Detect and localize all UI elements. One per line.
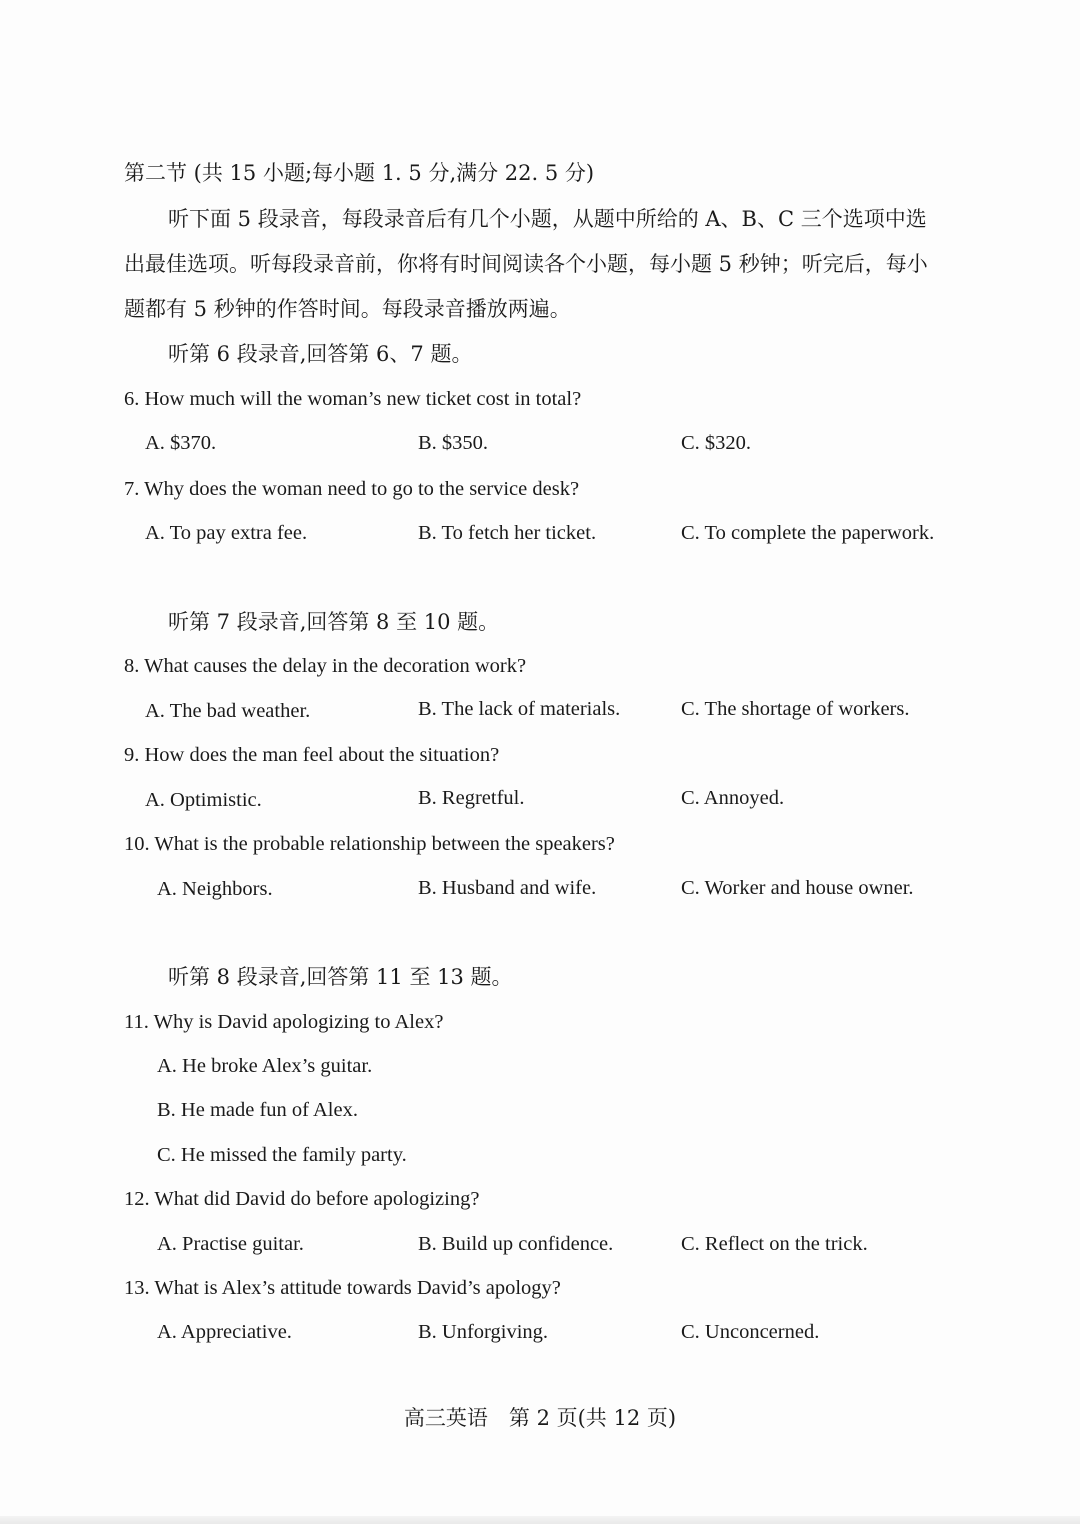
question-stem: 13. What is Alex’s attitude towards David’s apology? [124,1277,561,1299]
option-b: B. Husband and wife. [418,877,597,899]
question-stem: 12. What did David do before apologizing? [124,1188,480,1210]
option-b: B. Build up confidence. [418,1233,614,1255]
group-header: 听第 6 段录音,回答第 6、7 题。 [168,342,473,366]
option-a: A. Appreciative. [157,1321,292,1343]
page-footer: 高三英语 第 2 页(共 12 页) [403,1406,677,1430]
option-b: B. $350. [418,432,489,454]
option-c: C. Unconcerned. [681,1321,820,1343]
option-c: C. $320. [681,432,752,454]
group-header: 听第 7 段录音,回答第 8 至 10 题。 [168,610,500,634]
option-c: C. He missed the family party. [157,1144,407,1166]
scan-edge [0,1516,1080,1524]
group-header: 听第 8 段录音,回答第 11 至 13 题。 [168,965,513,989]
question-stem: 10. What is the probable relationship between the speakers? [124,833,615,855]
option-a: A. Neighbors. [157,878,273,900]
question-stem: 6. How much will the woman’s new ticket cost in total? [124,388,582,410]
option-a: A. He broke Alex’s guitar. [157,1055,373,1077]
option-b: B. Regretful. [418,787,525,809]
section-title: 第二节 (共 15 小题;每小题 1. 5 分,满分 22. 5 分) [124,161,595,185]
option-b: B. Unforgiving. [418,1321,549,1343]
option-c: C. The shortage of workers. [681,698,910,720]
option-a: A. Optimistic. [145,789,262,811]
option-b: B. To fetch her ticket. [418,522,597,544]
option-b: B. The lack of materials. [418,698,621,720]
question-stem: 11. Why is David apologizing to Alex? [124,1011,444,1033]
option-c: C. Reflect on the trick. [681,1233,868,1255]
option-a: A. $370. [145,432,217,454]
question-stem: 9. How does the man feel about the situation? [124,744,500,766]
question-stem: 7. Why does the woman need to go to the service desk? [124,478,580,500]
option-c: C. Annoyed. [681,787,785,809]
option-a: A. The bad weather. [145,700,311,722]
question-stem: 8. What causes the delay in the decoration work? [124,655,527,677]
instruction-line: 听下面 5 段录音，每段录音后有几个小题，从题中所给的 A、B、C 三个选项中选 [168,207,927,231]
instruction-line: 题都有 5 秒钟的作答时间。每段录音播放两遍。 [124,297,571,321]
option-a: A. Practise guitar. [157,1233,304,1255]
option-c: C. Worker and house owner. [681,877,914,899]
instruction-line: 出最佳选项。听每段录音前，你将有时间阅读各个小题，每小题 5 秒钟；听完后，每小 [124,252,928,276]
option-b: B. He made fun of Alex. [157,1099,358,1121]
option-c: C. To complete the paperwork. [681,522,935,544]
option-a: A. To pay extra fee. [145,522,308,544]
